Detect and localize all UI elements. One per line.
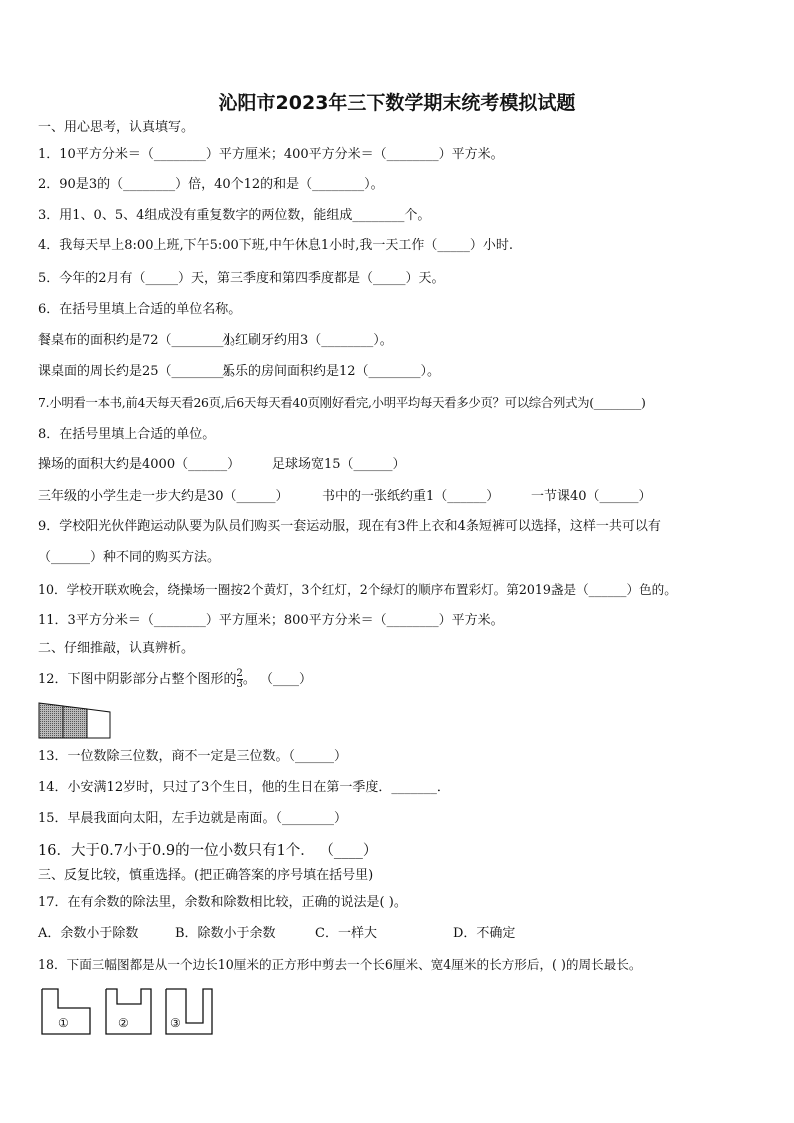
figure-label-2: ② [118, 1016, 129, 1030]
numerator: 2 [236, 668, 243, 679]
question-12-tail: 。 （____） [242, 672, 313, 687]
option-c: C．一样大 [315, 926, 377, 941]
question-8-item-4: 书中的一张纸约重1（______） [322, 489, 500, 504]
question-12 [38, 669, 312, 690]
question-9: 9．学校阳光伙伴跑运动队要为队员们购买一套运动服，现在有3件上衣和4条短裤可以选择，这样一共可以有 [38, 519, 661, 534]
question-13: 13．一位数除三位数，商不一定是三位数。（______） [38, 749, 348, 764]
question-6: 6．在括号里填上合适的单位名称。 [38, 302, 242, 317]
question-8-item-1: 操场的面积大约是4000（______） [38, 457, 241, 472]
section-3-heading: 三、反复比较，慎重选择。(把正确答案的序号填在括号里) [38, 868, 374, 883]
question-9-cont: （______）种不同的购买方法。 [38, 550, 221, 565]
question-11: 11．3平方分米＝（________）平方厘米；800平方分米＝（________）平方米。 [38, 613, 504, 628]
section-1-heading: 一、用心思考，认真填写。 [38, 120, 195, 135]
question-5: 5．今年的2月有（_____）天，第三季度和第四季度都是（_____）天。 [38, 271, 445, 286]
question-6-item-2: 小红刷牙约用3（________）。 [222, 333, 393, 348]
question-6-item-1: 餐桌布的面积约是72（________）。 [38, 333, 244, 348]
question-8-item-5: 一节课40（______） [531, 489, 652, 504]
option-d: D．不确定 [453, 926, 516, 941]
question-6-item-4: 乐乐的房间面积约是12（________）。 [222, 364, 441, 379]
question-8: 8．在括号里填上合适的单位。 [38, 427, 216, 442]
question-18: 18．下面三幅图都是从一个边长10厘米的正方形中剪去一个长6厘米、宽4厘米的长方形后，( )的周长最长。 [38, 957, 642, 972]
question-2: 2．90是3的（________）倍，40个12的和是（________）。 [38, 177, 384, 192]
figure-label-3: ③ [170, 1016, 181, 1030]
question-12-text: 12．下图中阴影部分占整个图形的 [38, 672, 237, 687]
question-8-item-3: 三年级的小学生走一步大约是30（______） [38, 489, 289, 504]
question-17: 17．在有余数的除法里，余数和除数相比较，正确的说法是( )。 [38, 895, 407, 910]
section-2-heading: 二、仔细推敲，认真辨析。 [38, 641, 195, 656]
option-b: B．除数小于余数 [175, 926, 276, 941]
option-a: A．余数小于除数 [38, 926, 139, 941]
question-14: 14．小安满12岁时，只过了3个生日，他的生日在第一季度．_______． [38, 780, 450, 795]
question-7: 7.小明看一本书,前4天每天看26页,后6天每天看40页刚好看完,小明平均每天看多少页？可以综合列式为(________) [38, 395, 646, 410]
question-4: 4．我每天早上8:00上班,下午5:00下班,中午休息1小时,我一天工作（_____）小时. [38, 238, 513, 253]
denominator: 3 [236, 679, 243, 690]
shaded-trapezoid-figure [38, 701, 114, 741]
page-title: 沁阳市2023年三下数学期末统考模拟试题 [218, 92, 576, 114]
question-16: 16．大于0.7小于0.9的一位小数只有1个． （____） [38, 843, 378, 859]
question-10: 10．学校开联欢晚会，绕操场一圈按2个黄灯，3个红灯，2个绿灯的顺序布置彩灯。第2019盏是（______）色的。 [38, 582, 677, 597]
question-3: 3．用1、0、5、4组成没有重复数字的两位数，能组成________个。 [38, 208, 431, 223]
question-8-item-2: 足球场宽15（______） [272, 457, 406, 472]
question-1: 1．10平方分米＝（________）平方厘米；400平方分米＝（________）平方米。 [38, 147, 504, 162]
question-6-item-3: 课桌面的周长约是25（________）。 [38, 364, 244, 379]
figure-label-1: ① [58, 1016, 69, 1030]
question-15: 15．早晨我面向太阳，左手边就是南面。（________） [38, 811, 348, 826]
